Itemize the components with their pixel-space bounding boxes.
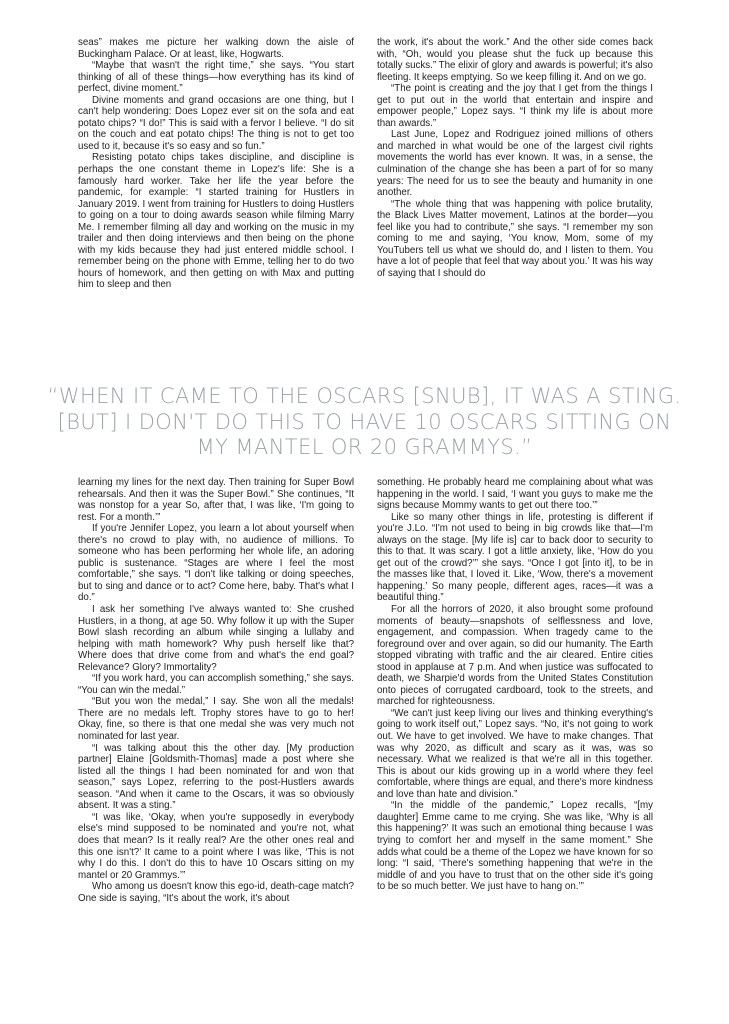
article-column-bottom-left (78, 477, 354, 904)
article-column-top-right (377, 37, 653, 279)
paragraph: “I was like, ‘Okay, when you're supposedly in everybody else's mind supposed to be nominated and you're not, what does that mean? Is it really real? Are the other ones real and this one isn't?’ It came to a point where I was like, ‘This is not why I do this. I don't do this to have 10 Oscars sitting on my mantel or 20 Grammys.’” (78, 811, 354, 881)
paragraph: For all the horrors of 2020, it also brought some profound moments of beauty—snapshots of selflessness and love, engagement, and compassion. When tragedy came to the foreground over and over again, so did our humanity. The Earth stopped vibrating with traffic and the air cleared. Entire cities stood in applause at 7 p.m. And when justice was suffocated to death, we Sharpie'd words from the United States Constitution onto pieces of corrugated cardboard, took to the streets, and marched for righteousness. (377, 604, 653, 708)
paragraph: If you're Jennifer Lopez, you learn a lot about yourself when there's no crowd to play with, no audience of millions. To someone who has been performing her whole life, an adoring public is sustenance. “Stages are where I feel the most comfortable,” she says. “I don't like talking or doing speeches, but to sing and dance or to act? Come here, baby. That's what I do.” (78, 523, 354, 604)
paragraph: Last June, Lopez and Rodriguez joined millions of others and marched in what would be one of the largest civil rights movements the world has ever known. It was, in a sense, the culmination of the change she has been a part of for so many years: The need for us to see the beauty and humanity in one another. (377, 129, 653, 199)
paragraph: I ask her something I've always wanted to: She crushed Hustlers, in a thong, at age 50. Why follow it up with the Super Bowl slash recording an album while singing a lullaby and helping with math homework? Why push herself like that? Where does that drive come from and what's the end goal? Relevance? Glory? Immortality? (78, 604, 354, 673)
paragraph: “The point is creating and the joy that I get from the things I get to put out in the world that entertain and inspire and empower people,” Lopez says. “I think my life is about more than awards.” (377, 83, 653, 129)
paragraph: Divine moments and grand occasions are one thing, but I can't help wondering: Does Lopez ever sit on the sofa and eat potato chips? “I do!” This is said with a fervor I believe. “I do sit on the couch and eat potato chips! The thing is not to get too used to it, because it's so easy and so fun.” (78, 94, 354, 152)
paragraph: “I was talking about this the other day. [My production partner] Elaine [Goldsmith-Thomas] made a post where she listed all the things I had been nominated for and won that season,” says Lopez, referring to the post-Hustlers awards season. “And when it came to the Oscars, it was so obviously absent. It was a sting.” (78, 742, 354, 812)
article-column-top-left (78, 37, 354, 291)
paragraph: “In the middle of the pandemic,” Lopez recalls, “[my daughter] Emme came to me crying. She was like, ‘Why is all this happening?’ It was such an emotional thing because I was trying to comfort her and myself in the same moment.” She adds what could be a theme of the Lopez we have known for so long: “I said, ‘There's something happening that we're in the middle of and you have to trust that on the other side it's going to be so much better. We just have to hang on.’” (377, 800, 653, 893)
paragraph: something. He probably heard me complaining about what was happening in the world. I said, ‘I want you guys to make me the signs because Mommy wants to get out there too.’” (377, 477, 653, 512)
paragraph: the work, it's about the work.” And the other side comes back with, “Oh, would you please shut the fuck up because this totally sucks.” The elixir of glory and awards is powerful; it's also fleeting. It keeps emptying. So we keep filling it. And on we go. (377, 37, 653, 83)
paragraph: “Maybe that wasn't the right time,” she says. “You start thinking of all of these things—how everything has its kind of perfect, divine moment.” (78, 60, 354, 95)
pull-quote: “WHEN IT CAME TO THE OSCARS [SNUB], IT WAS A STING. [BUT] I DON'T DO THIS TO HAVE 10 OSCARS SITTING ON MY MANTEL OR 20 GRAMMYS.” (47, 384, 682, 459)
paragraph: “We can't just keep living our lives and thinking everything's going to work itself out,” Lopez says. “No, it's not going to work out. We have to get involved. We have to make changes. That was why 2020, as difficult and scary as it was, was so necessary. What we realized is that we're all in this together. This is about our kids growing up in a world where they feel comfortable, where things are equal, and there's more kindness and love than hate and division.” (377, 707, 653, 800)
paragraph: seas” makes me picture her walking down the aisle of Buckingham Palace. Or at least, like, Hogwarts. (78, 37, 354, 60)
paragraph: “But you won the medal,” I say. She won all the medals! There are no medals left. Trophy stores have to go to her! Okay, fine, so there is that one medal she was very much not nominated for last year. (78, 696, 354, 743)
paragraph: “If you work hard, you can accomplish something,” she says. “You can win the medal.” (78, 673, 354, 696)
article-column-bottom-right (377, 477, 653, 893)
paragraph: Resisting potato chips takes discipline, and discipline is perhaps the one constant theme in Lopez's life: She is a famously hard worker. Take her life the year before the pandemic, for example: “I started training for Hustlers in January 2019. I went from training for Hustlers to doing Hustlers to going on a tour to doing awards season while filming Marry Me. I remember filming all day and working on the music in my trailer and then doing interviews and then being on the phone with my kids because they had just entered middle school. I remember being on the phone with Emme, telling her to do two hours of homework, and then getting on with Max and putting him to sleep and then (78, 152, 354, 291)
paragraph: “The whole thing that was happening with police brutality, the Black Lives Matter movement, Latinos at the border—you feel like you had to contribute,” she says. “I remember my son coming to me and saying, ‘You know, Mom, some of my YouTubers tell us what we should do, and I listen to them. You have a lot of people that feel that way about you.’ It was his way of saying that I should do (377, 198, 653, 279)
paragraph: Like so many other things in life, protesting is different if you're J.Lo. “I'm not used to being in big crowds like that—I'm always on the stage. [My life is] car to back door to security to this to that. It was scary. I got a little anxiety, like, ‘How do you get out of the crowd?’” she says. “Once I got [into it], to be in the masses like that, I loved it. Like, ‘Wow, there's a movement happening.’ So many people, different ages, races—it was a beautiful thing.” (377, 511, 653, 604)
paragraph: Who among us doesn't know this ego-id, death-cage match? One side is saying, “It's about the work, it's about (78, 881, 354, 904)
paragraph: learning my lines for the next day. Then training for Super Bowl rehearsals. And then it was the Super Bowl.” She continues, “It was nonstop for a year So, after that, I was like, ‘I'm going to rest. For a month.’” (78, 477, 354, 523)
